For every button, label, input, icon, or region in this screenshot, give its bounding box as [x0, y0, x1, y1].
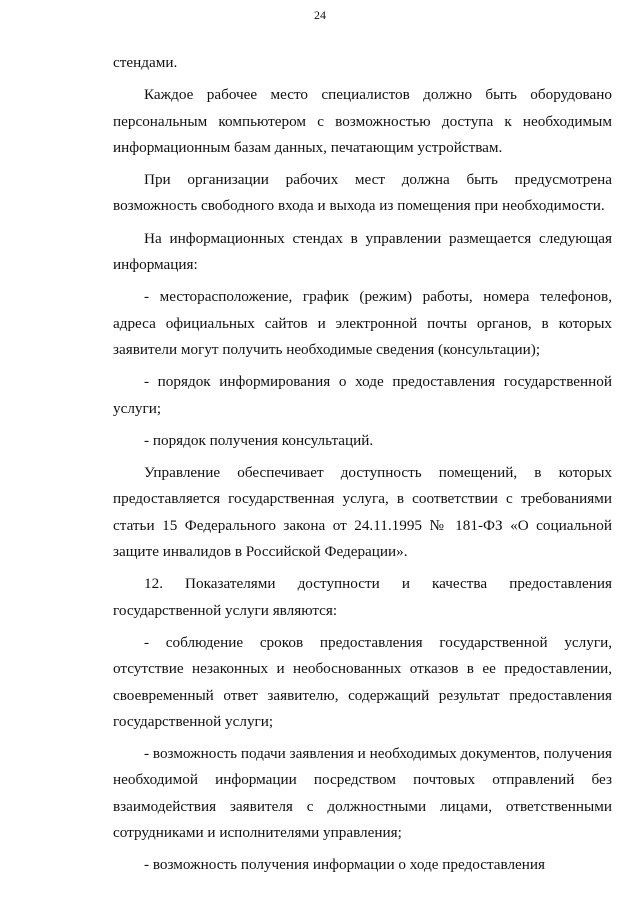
list-item-postal-submission: - возможность подачи заявления и необходимых документов, получения необходимой информации посредством почтовых отправлений без взаимодействия заявителя с должностными лицами, ответственными сотрудниками и исполнителями управления; — [113, 745, 612, 842]
page-number: 24 — [314, 8, 326, 22]
paragraph-info-stands: На информационных стендах в управлении размещается следующая информация: — [113, 229, 612, 274]
paragraph-continuation: стендами. — [113, 54, 178, 71]
list-item-deadlines: - соблюдение сроков предоставления государственной услуги, отсутствие незаконных и необоснованных отказов в ее предоставлении, своевременный ответ заявителю, содержащий результат предоставления государственной услуги; — [113, 633, 612, 730]
document-body — [113, 50, 612, 885]
paragraph-section-12: 12. Показателями доступности и качества предоставления государственной услуги являются: — [113, 575, 612, 619]
list-item-location: - месторасположение, график (режим) работы, номера телефонов, адреса официальных сайтов и электронной почты органов, в которых заявители могут получить необходимые сведения (консультации); — [113, 288, 612, 358]
list-item-progress-info: - возможность получения информации о ходе предоставления — [144, 856, 546, 874]
list-item-consultations: - порядок получения консультаций. — [144, 431, 374, 449]
list-item-informing-order: - порядок информирования о ходе предоставления государственной услуги; — [113, 373, 612, 417]
paragraph-workplace-access: При организации рабочих мест должна быть предусмотрена возможность свободного входа и выхода из помещения при необходимости. — [113, 171, 612, 215]
paragraph-workplace-equipment: Каждое рабочее место специалистов должно быть оборудовано персональным компьютером с возможностью доступа к необходимым информационным базам данных, печатающим устройствам. — [113, 86, 612, 156]
paragraph-accessibility: Управление обеспечивает доступность помещений, в которых предоставляется государственная услуга, в соответствии с требованиями статьи 15 Федерального закона от 24.11.1995 № 181-ФЗ «О социальной защите инвалидов в Российской Федерации». — [113, 464, 612, 561]
